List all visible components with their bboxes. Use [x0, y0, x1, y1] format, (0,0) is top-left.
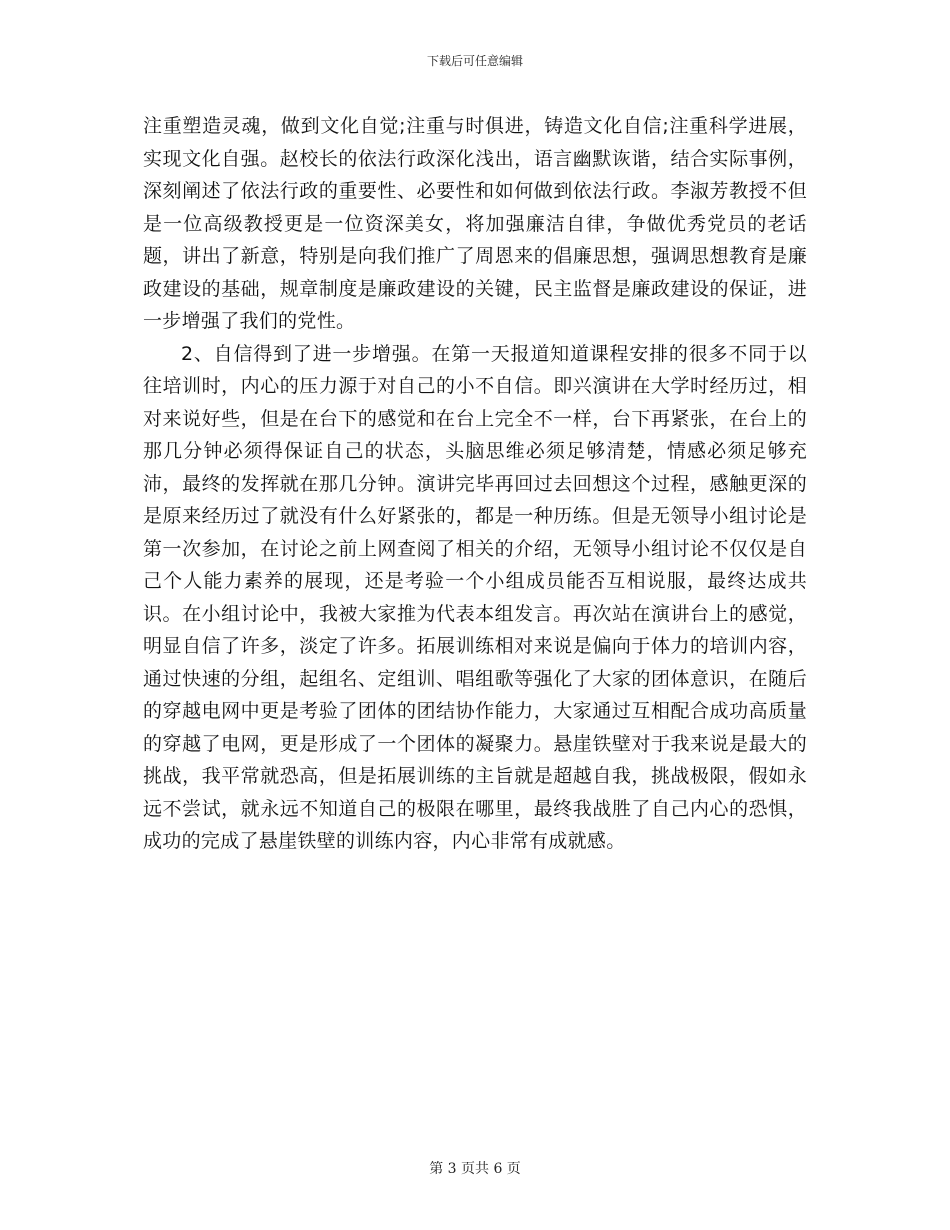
document-body: [143, 110, 807, 858]
page-header: 下载后可任意编辑: [426, 54, 523, 68]
paragraph-confidence: 2、自信得到了进一步增强。在第一天报道知道课程安排的很多不同于以往培训时，内心的压力源于对自己的小不自信。即兴演讲在大学时经历过，相对来说好些，但是在台下的感觉和在台上完全不一样，台下再紧张，在台上的那几分钟必须得保证自己的状态，头脑思维必须足够清楚，情感必须足够充沛，最终的发挥就在那几分钟。演讲完毕再回过去回想这个过程，感触更深的是原来经历过了就没有什么好紧张的，都是一种历练。但是无领导小组讨论是第一次参加，在讨论之前上网查阅了相关的介绍，无领导小组讨论不仅仅是自己个人能力素养的展现，还是考验一个小组成员能否互相说服，最终达成共识。在小组讨论中，我被大家推为代表本组发言。再次站在演讲台上的感觉，明显自信了许多，淡定了许多。拓展训练相对来说是偏向于体力的培训内容，通过快速的分组，起组名、定组训、唱组歌等强化了大家的团体意识，在随后的穿越电网中更是考验了团体的团结协作能力，大家通过互相配合成功高质量的穿越了电网，更是形成了一个团体的凝聚力。悬崖铁壁对于我来说是最大的挑战，我平常就恐高，但是拓展训练的主旨就是超越自我，挑战极限，假如永远不尝试，就永远不知道自己的极限在哪里，最终我战胜了自己内心的恐惧，成功的完成了悬崖铁壁的训练内容，内心非常有成就感。: [143, 342, 807, 852]
paragraph-continuation: 注重塑造灵魂，做到文化自觉;注重与时俱进，铸造文化自信;注重科学进展，实现文化自强。赵校长的依法行政深化浅出，语言幽默诙谐，结合实际事例，深刻阐述了依法行政的重要性、必要性和如何做到依法行政。李淑芳教授不但是一位高级教授更是一位资深美女，将加强廉洁自律，争做优秀党员的老话题，讲出了新意，特别是向我们推广了周恩来的倡廉思想，强调思想教育是廉政建设的基础，规章制度是廉政建设的关键，民主监督是廉政建设的保证，进一步增强了我们的党性。: [143, 115, 807, 332]
page-number: 第 3 页共 6 页: [429, 1161, 521, 1177]
